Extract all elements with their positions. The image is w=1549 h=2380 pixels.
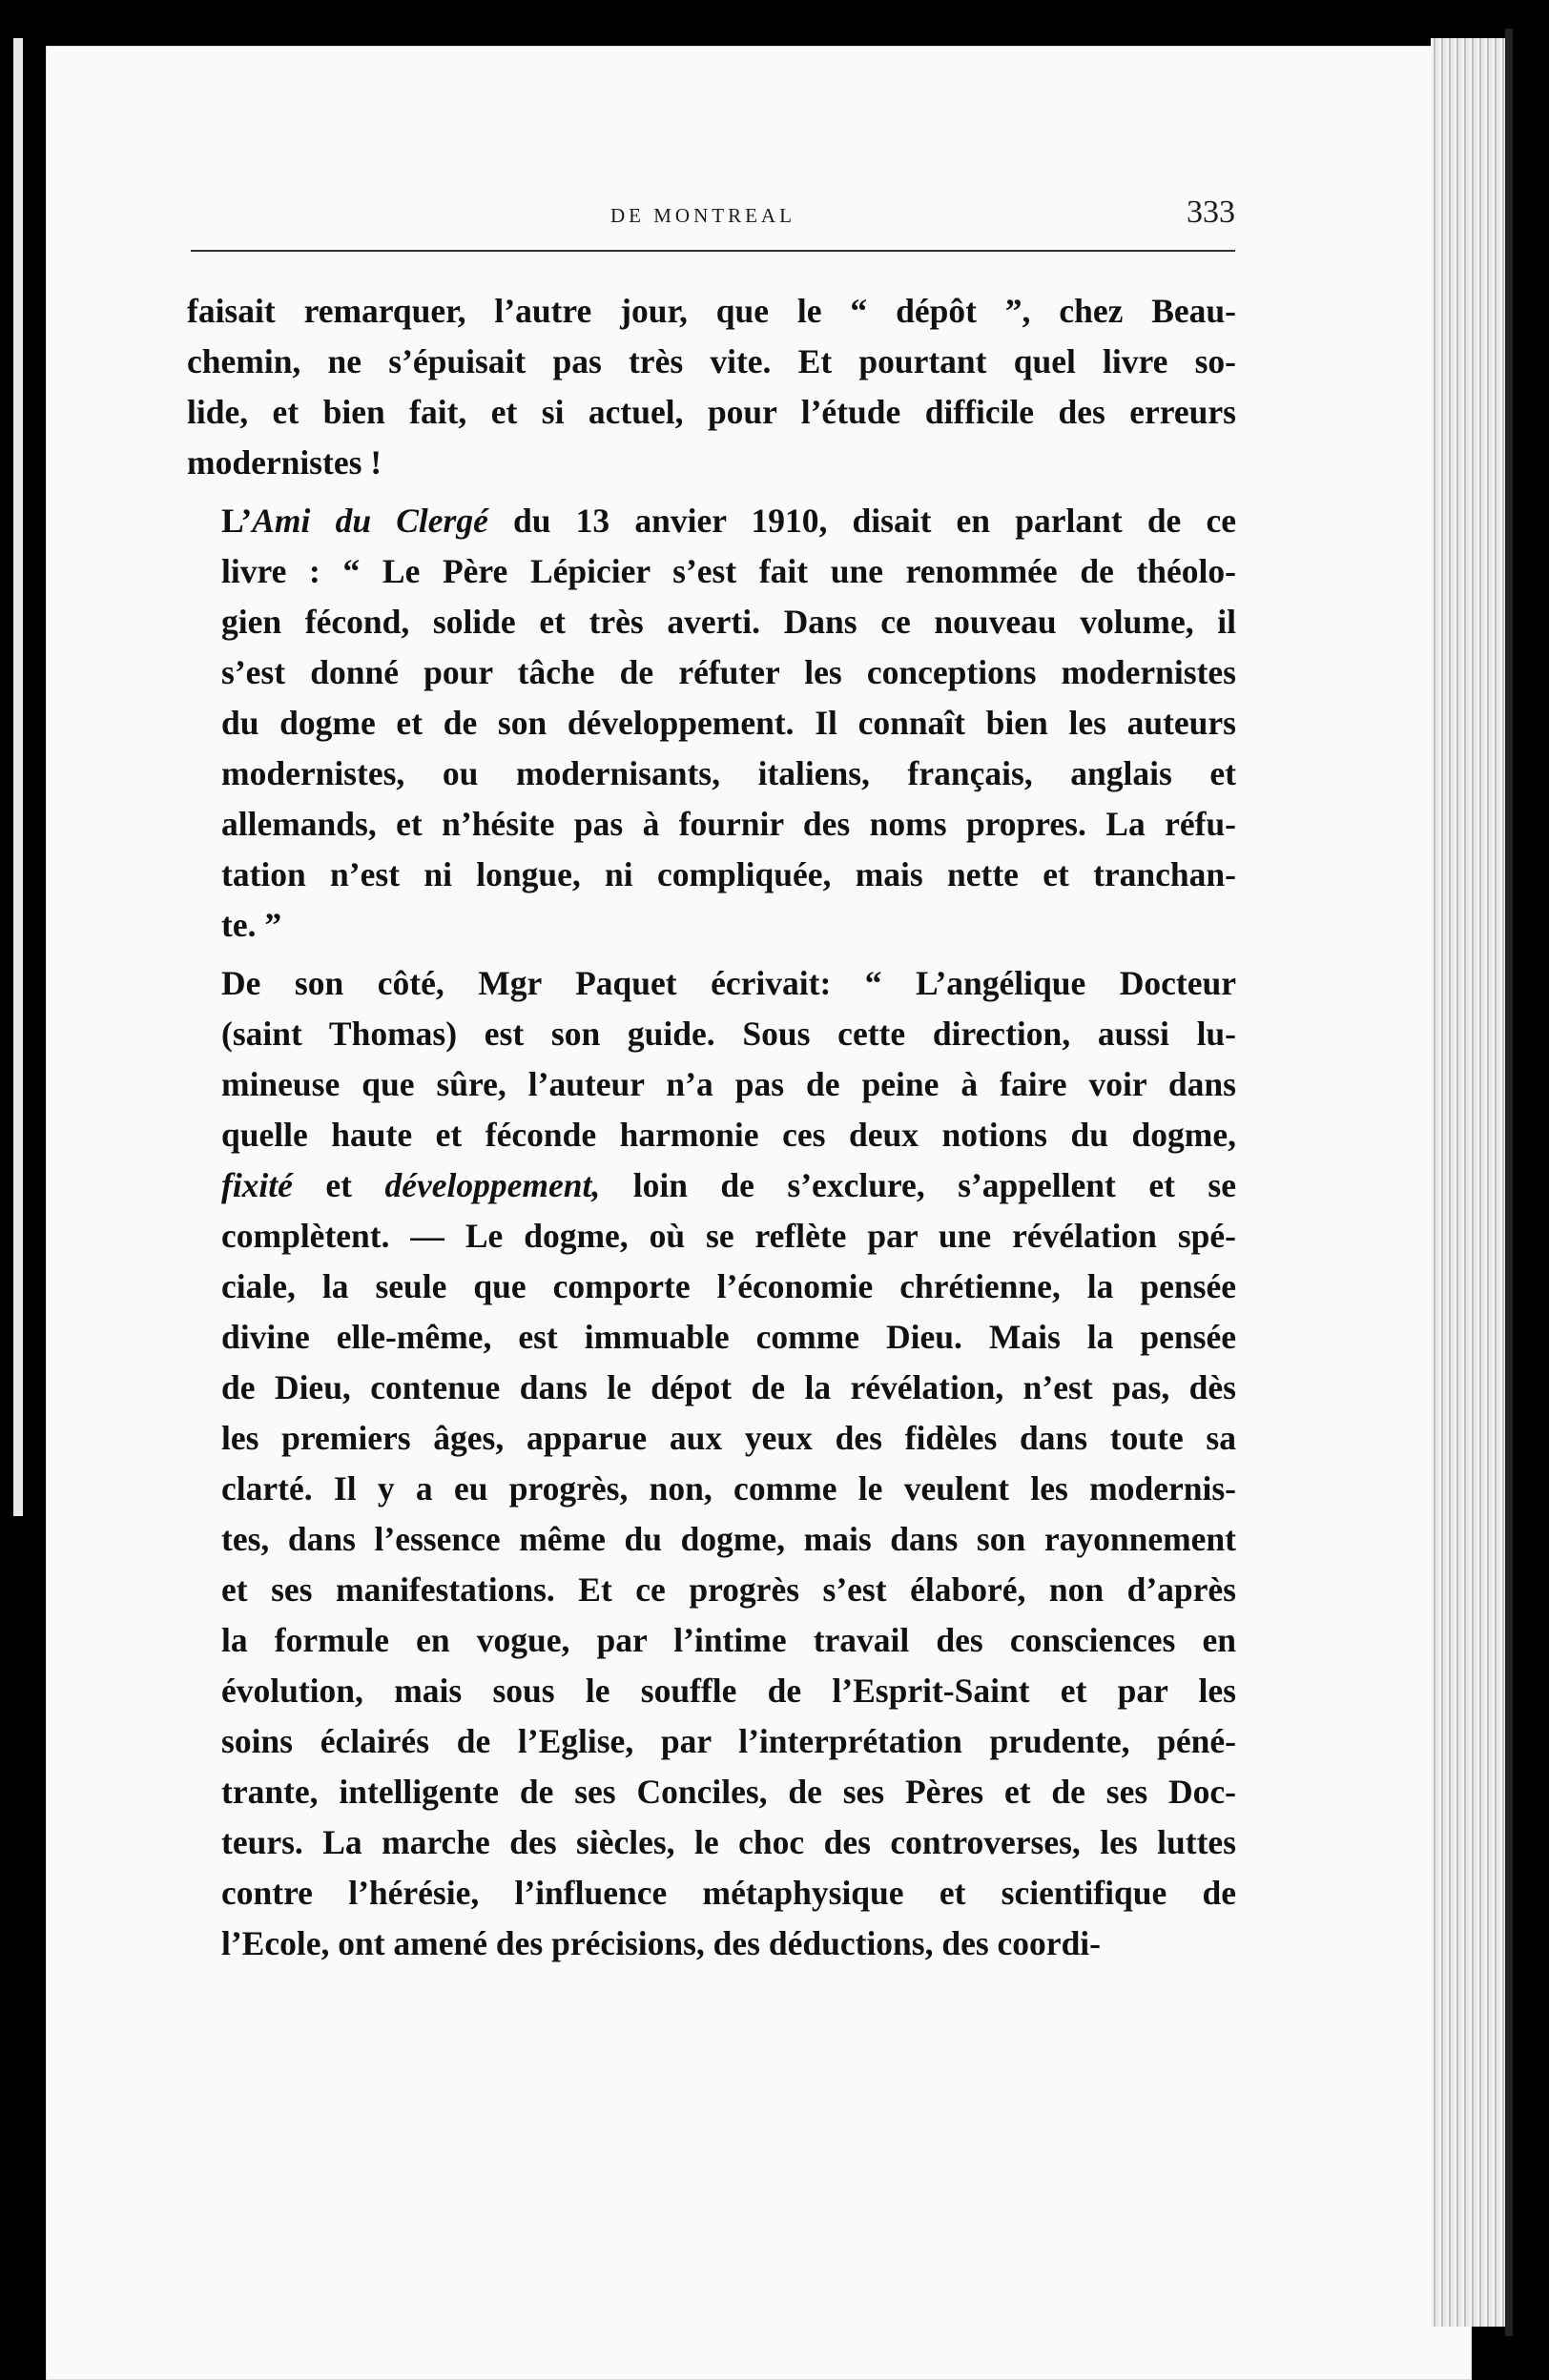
- text-line: divine elle-même, est immuable comme Dieu. Mais la pensée: [221, 1318, 1236, 1356]
- text-segment: L’: [221, 502, 253, 540]
- text-segment: et: [292, 1166, 385, 1204]
- body-text: [187, 286, 1236, 1977]
- text-line: complètent. — Le dogme, où se reflète par une révélation spé-: [221, 1217, 1236, 1255]
- text-line: gien fécond, solide et très averti. Dans ce nouveau volume, il: [221, 603, 1236, 641]
- text-line: du dogme et de son développement. Il connaît bien les auteurs: [221, 704, 1236, 742]
- text-line: évolution, mais sous le souffle de l’Esprit-Saint et par les: [221, 1672, 1236, 1710]
- text-line: (saint Thomas) est son guide. Sous cette direction, aussi lu-: [221, 1015, 1236, 1053]
- text-line: [187, 1160, 1236, 1211]
- text-line: allemands, et n’hésite pas à fournir des noms propres. La réfu-: [221, 805, 1236, 843]
- text-line: trante, intelligente de ses Conciles, de ses Pères et de ses Doc-: [221, 1773, 1236, 1811]
- text-line: et ses manifestations. Et ce progrès s’est élaboré, non d’après: [221, 1570, 1236, 1609]
- paragraph: [187, 958, 1236, 1969]
- text-line: quelle haute et féconde harmonie ces deux notions du dogme,: [221, 1116, 1236, 1154]
- text-line: s’est donné pour tâche de réfuter les conceptions modernistes: [221, 653, 1236, 691]
- paragraph: [187, 286, 1236, 488]
- text-line: lide, et bien fait, et si actuel, pour l’étude difficile des erreurs: [187, 393, 1236, 431]
- text-segment: loin de s’exclure, s’appellent et se: [600, 1166, 1236, 1204]
- text-line: ciale, la seule que comporte l’économie chrétienne, la pensée: [221, 1267, 1236, 1305]
- page-header: [191, 195, 1235, 240]
- paragraph: [187, 496, 1236, 951]
- text-line: tation n’est ni longue, ni compliquée, mais nette et tranchan-: [221, 855, 1236, 893]
- text-line: la formule en vogue, par l’intime travail des consciences en: [221, 1621, 1236, 1659]
- text-line: te. ”: [221, 906, 282, 944]
- text-line: contre l’hérésie, l’influence métaphysique et scientifique de: [221, 1874, 1236, 1912]
- italic-phrase: développement,: [384, 1166, 601, 1204]
- text-line: les premiers âges, apparue aux yeux des fidèles dans toute sa: [221, 1419, 1236, 1457]
- text-line: tes, dans l’essence même du dogme, mais dans son rayonnement: [221, 1520, 1236, 1558]
- running-title: DE MONTREAL: [610, 204, 795, 227]
- text-line: teurs. La marche des siècles, le choc des controverses, les luttes: [221, 1823, 1236, 1861]
- text-segment: du 13 anvier 1910, disait en parlant de ce: [487, 502, 1236, 540]
- italic-phrase: Ami du Clergé: [252, 502, 488, 540]
- text-line: mineuse que sûre, l’auteur n’a pas de peine à faire voir dans: [221, 1065, 1236, 1103]
- book-cover-edge: [1505, 29, 1513, 2336]
- text-line: chemin, ne s’épuisait pas très vite. Et pourtant quel livre so-: [187, 342, 1236, 380]
- text-line: faisait remarquer, l’autre jour, que le “ dépôt ”, chez Beau-: [187, 292, 1236, 330]
- text-line: soins éclairés de l’Eglise, par l’interprétation prudente, péné-: [221, 1722, 1236, 1760]
- text-line: modernistes !: [187, 443, 382, 482]
- text-line: l’Ecole, ont amené des précisions, des déductions, des coordi-: [221, 1924, 1101, 1962]
- italic-phrase: fixité: [221, 1166, 293, 1204]
- text-line: modernistes, ou modernisants, italiens, français, anglais et: [221, 754, 1236, 792]
- header-rule: [191, 250, 1235, 252]
- page-number: 333: [1187, 195, 1235, 230]
- text-line: clarté. Il y a eu progrès, non, comme le veulent les modernis-: [221, 1469, 1236, 1508]
- previous-page-edge: [13, 38, 23, 1516]
- page-stack-edge: [1431, 38, 1507, 2327]
- text-line: [187, 496, 1236, 546]
- text-line: livre : “ Le Père Lépicier s’est fait une renommée de théolo-: [221, 552, 1236, 590]
- text-line: De son côté, Mgr Paquet écrivait: “ L’angélique Docteur: [221, 964, 1236, 1002]
- text-line: de Dieu, contenue dans le dépot de la révélation, n’est pas, dès: [221, 1368, 1236, 1406]
